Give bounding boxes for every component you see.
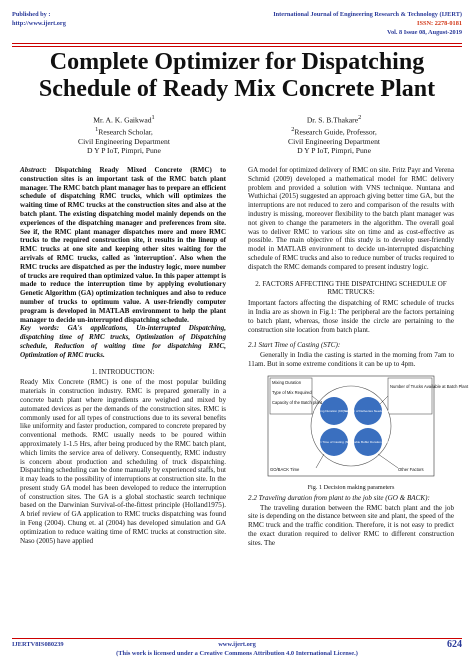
- box-right-line-1: Number of Trucks Available at Batch Plant: [390, 383, 469, 389]
- author-2-name: Dr. S. B.Thakare: [306, 115, 359, 125]
- circle-start-time: Start Time of Casting (STC): [315, 439, 353, 444]
- author-2-inst: D Y P IoT, Pimpri, Pune: [297, 146, 371, 156]
- keywords: [20, 324, 226, 359]
- publisher-url[interactable]: http://www.ijert.org: [12, 20, 66, 27]
- license-note: (This work is licensed under a Creative Commons Attribution 4.0 International License.): [116, 650, 358, 657]
- author-2-role: Research Guide, Professor,: [294, 127, 377, 137]
- publisher-info: [12, 10, 66, 28]
- figure-caption: Fig. 1 Decision making parameters: [307, 483, 395, 491]
- author-2: [288, 113, 380, 156]
- circle-buffer-duration: Allowable Buffer Duration (CD): [346, 439, 390, 444]
- decision-diagram: [248, 374, 469, 478]
- circle-deliveries-needed: Number of Deliveries Needed (ND): [344, 408, 392, 413]
- author-1-name: Mr. A. K. Gaikwad: [93, 115, 152, 125]
- right-column: [248, 166, 469, 548]
- box-left-line-1: Mixing Duration: [272, 379, 302, 385]
- other-factors-label: Other Factors: [398, 466, 424, 472]
- keywords-text: GA's applications, Un-interrupted Dispatching, dispatching time of RMC trucks, Optimization of Dispatching schedule, Reduction of waiting time for dispatching RMC, Optimization of RMC trucks.: [20, 324, 227, 359]
- paper-title: Complete Optimizer for Dispatching Schedule of Ready Mix Concrete Plant: [38, 49, 436, 102]
- footer-rule: [12, 638, 462, 639]
- page-header: [12, 10, 462, 44]
- author-2-sup: 2: [358, 114, 362, 121]
- published-by: Published by :: [12, 11, 51, 18]
- author-1-role: Research Scholar,: [98, 127, 153, 137]
- abstract: [20, 166, 226, 324]
- author-1-dept: Civil Engineering Department: [78, 136, 170, 146]
- intro-text: Ready Mix Concrete (RMC) is one of the most popular building materials in construction industry. RMC is prepared generally in a concrete batch plant where ingredients are weighed and mixed by automated devices as per the demands of the construction sites. RMC is commonly used for all types of constructions due to its several benefits like uniformity and faster production, compared to concrete prepared by conventional methods. RMC usually needs to be poured within approximately 1-1.5 Hrs, after being produced by the RMC batch plant, which limits the service area of delivery. Consequently, RMC industry is concern about production and scheduling of truck dispatching. Dispatching scheduling can be done manually by experienced staffs, but it may leads to the possibility of interruptions at construction site. In the present study GA model has been developed to reduce the interruption of construction sites. The GA is a global stochastic search technique based on the Darwinian Survival-of-the-fittest principle (Holland1975). A brief review of GA application to RMC trucks dispatching was found in Feng (2004). Chung et. al (2004) has developed simulation and GA optimization to reduce waiting time of RMC trucks at construction site. Naso (2005) have applied: [20, 378, 226, 545]
- box-left-line-3: Capacity of the Batch plant: [272, 399, 323, 405]
- page-number: 624: [447, 639, 462, 650]
- author-2-sup-2: 2: [291, 125, 295, 133]
- paper-id: IJERTV8IS080239: [12, 641, 64, 648]
- author-2-dept: Civil Engineering Department: [288, 136, 380, 146]
- author-1: [78, 113, 170, 156]
- section-2-title: 2. FACTORS AFFECTING THE DISPATCHING SCHEDULE OF RMC TRUCKS:: [255, 279, 447, 297]
- abstract-text: Dispatching Ready Mixed Concrete (RMC) to construction sites is an important task of the RMC batch plant manager. The RMC batch plant manager has to prepare an efficient schedule of dispatching RMC trucks, which will optimizes the waiting time of RMC trucks at the construction sites and also at the batch plant. The existing dispatching model mainly depends on the experiences of the dispatching manager and preferences from site. See if, the RMC plant manager dispatches more and more RMC trucks to the required construction site, it results in the lineup of RMC trucks at one site and keeping other sites waiting for the arrivals of RMC trucks, called as 'interruption'. Also when the RMC trucks are dispatched as per the industry logic, more number of trucks are required than optimized value. In this paper attempt is made to reduce the interruption time by applying evolutionary Genetic Algorithm (GA) optimization techniques and also to reduce number of trucks to optimum value. A user-friendly computer program is developed in MATLAB environment to help the plant manager to decide un-interrupted dispatching schedule.: [20, 166, 226, 324]
- journal-name: International Journal of Engineering Research & Technology (IJERT): [273, 11, 462, 18]
- subsection-2-2-text: The traveling duration between the RMC batch plant and the job site is depending on the distance between site and plant, the speed of the RMC truck and the traffic condition. Therefore, it is not easy to predict the exact duration required to deliver RMC to different construction sites. The: [248, 503, 454, 547]
- section-1-title: 1. INTRODUCTION:: [91, 367, 155, 376]
- box-left-line-2: Type of Mix Required: [272, 389, 312, 395]
- subsection-2-1-text: Generally in India the casting is started in the morning from 7am to 11am. But in some extreme conditions it can be up to 4pm.: [248, 351, 454, 368]
- abstract-label: Abstract:: [20, 166, 47, 174]
- goback-label: GO/BACK Time: [270, 466, 300, 472]
- footer-url[interactable]: www.ijert.org: [218, 641, 256, 648]
- section-2-text: Important factors affecting the dispatching of RMC schedule of trucks in India are as shown in Fig.1: The peripheral are the factors pertaining to batch plant, whereas, those inside the circle are pertaining to the construction site location from batch plant.: [248, 299, 454, 334]
- header-rule: [12, 43, 462, 44]
- keywords-label: Key words:: [20, 324, 60, 333]
- figure-1: [248, 374, 469, 491]
- subsection-2-1-title: 2.1 Start Time of Casting (STC):: [248, 341, 341, 350]
- author-1-inst: D Y P IoT, Pimpri, Pune: [87, 146, 161, 156]
- author-1-sup: 1: [151, 114, 155, 121]
- issn: ISSN: 2278-0181: [417, 20, 462, 27]
- left-column: [20, 166, 226, 545]
- header-rule-thin: [12, 46, 462, 47]
- right-paragraph: GA model for optimized delivery of RMC on site. Fritz Payr and Verena Schmid (2009) developed a mathematical model for RMC delivery problem and provided a solution with VNS technique. Nuntana and Wuthichai (2015) suggested an approach giving better time GA, but the interruptions are not reduced to zero and comparison of the results with industry is missing, moreover flexibility to the batch plant manager was not given to change the parameters in the algorithm. The overall goal was to deliver RMC to various site on time and as cost-effective as possible. The main objective of this study is to develop user-friendly model in MATLAB environment to decide un-interrupted dispatching schedule of RMC trucks and also to reduce number of trucks required to dispatch the RMC demands compared to present industry logic.: [248, 166, 454, 271]
- author-1-sup-2: 1: [95, 125, 99, 133]
- circle-casting-duration: Casting Duration (CD) at Site: [313, 408, 355, 413]
- journal-info: [273, 10, 462, 37]
- subsection-2-2-title: 2.2 Traveling duration from plant to the job site (GO & BACK):: [248, 493, 430, 502]
- authors-block: [40, 113, 434, 156]
- volume-issue: Vol. 8 Issue 08, August-2019: [387, 29, 462, 36]
